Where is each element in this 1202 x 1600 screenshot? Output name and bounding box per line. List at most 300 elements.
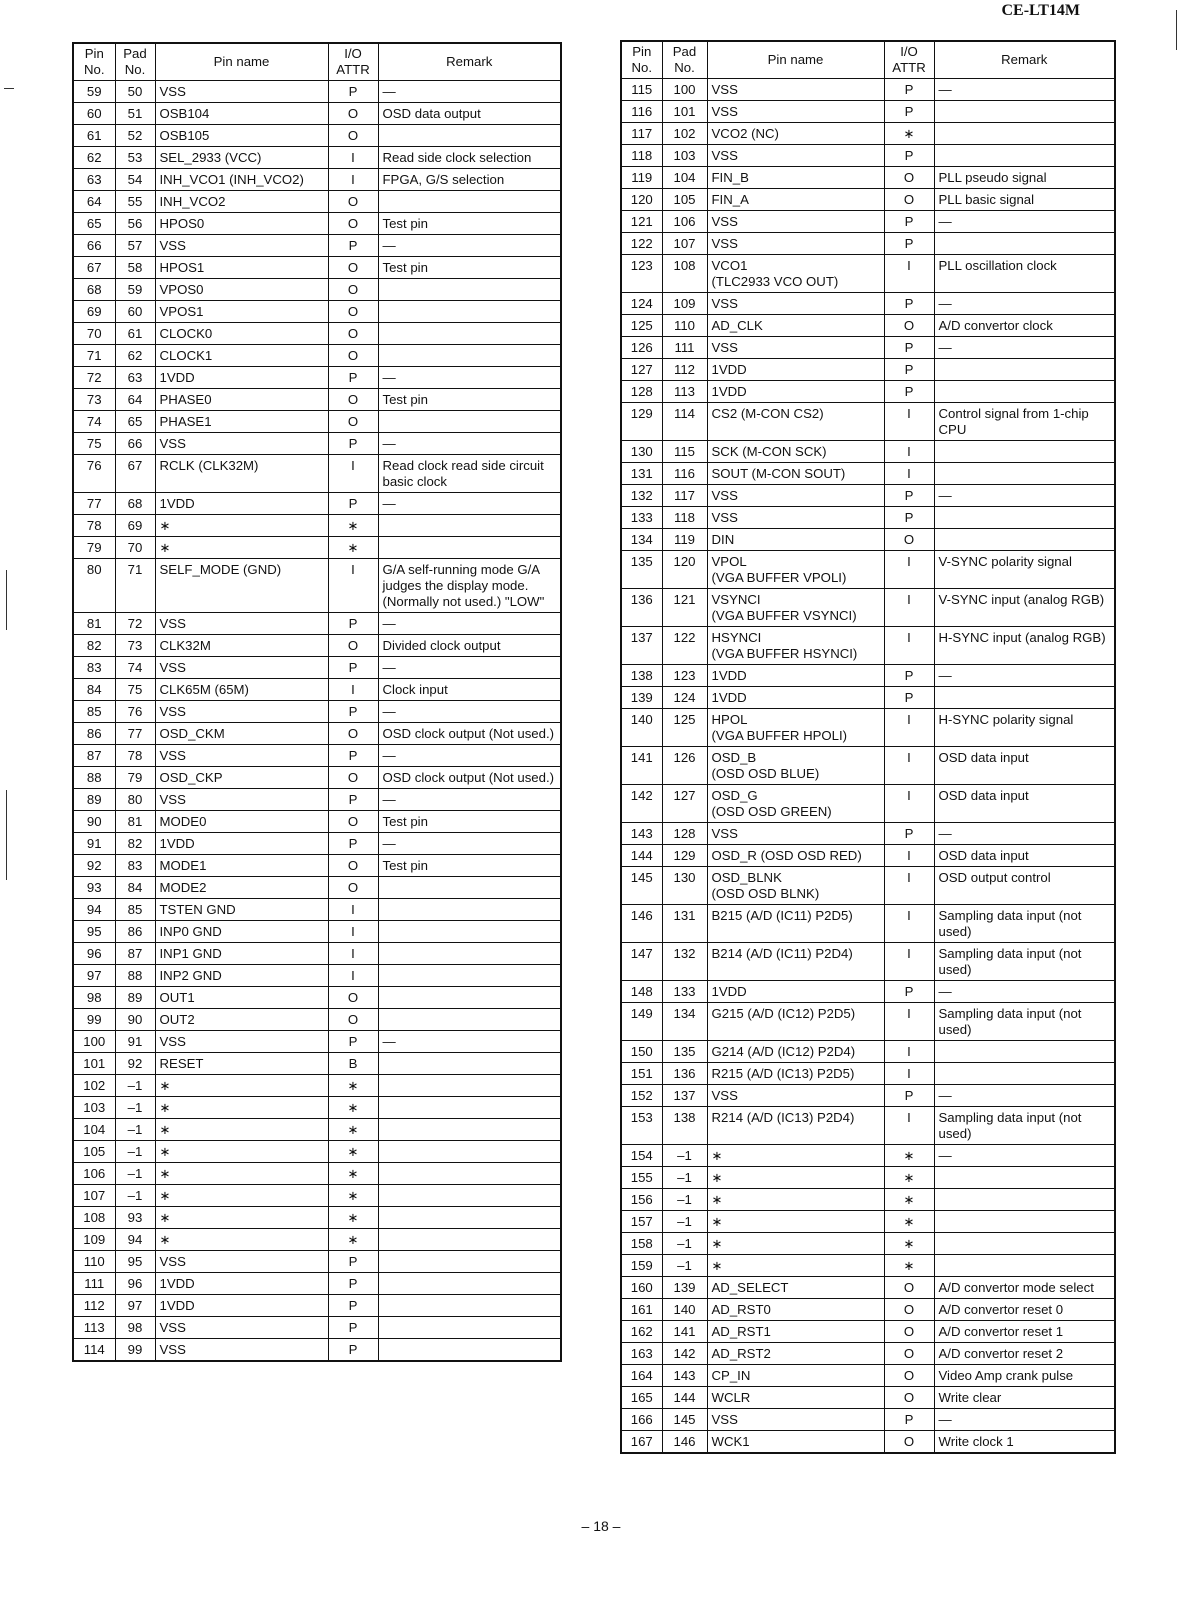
pin-no-cell: 140 (621, 709, 662, 747)
remark-cell: — (378, 789, 561, 811)
pin-name-cell: VSS (155, 1317, 328, 1339)
remark-cell: Read side clock selection (378, 147, 561, 169)
table-row (73, 1097, 561, 1119)
table-row (621, 359, 1115, 381)
pin-name-cell: VSS (155, 701, 328, 723)
io-attr-cell: P (884, 211, 934, 233)
remark-cell: OSD data input (934, 845, 1115, 867)
pad-no-cell: 145 (662, 1409, 707, 1431)
pad-no-cell: 56 (115, 213, 155, 235)
table-row (621, 337, 1115, 359)
table-row (73, 1295, 561, 1317)
table-row (621, 1211, 1115, 1233)
table-row (73, 433, 561, 455)
pin-name-cell: VSS (155, 1031, 328, 1053)
pin-name-cell: HSYNCI (VGA BUFFER HSYNCI) (707, 627, 884, 665)
io-attr-col-header: I/O ATTR (884, 41, 934, 79)
pin-no-cell: 139 (621, 687, 662, 709)
io-attr-cell: ∗ (328, 1097, 378, 1119)
pad-no-cell: –1 (662, 1145, 707, 1167)
table-row (621, 845, 1115, 867)
pin-name-cell: OUT2 (155, 1009, 328, 1031)
pin-no-cell: 133 (621, 507, 662, 529)
table-row (621, 211, 1115, 233)
pin-name-cell: VSS (707, 1409, 884, 1431)
table-row (621, 747, 1115, 785)
pin-no-cell: 163 (621, 1343, 662, 1365)
pad-no-cell: 72 (115, 613, 155, 635)
remark-cell (934, 101, 1115, 123)
table-row (621, 665, 1115, 687)
header-row (73, 43, 561, 81)
table-row (73, 389, 561, 411)
pin-name-cell: VPOS1 (155, 301, 328, 323)
remark-cell: Test pin (378, 213, 561, 235)
pin-no-cell: 107 (73, 1185, 115, 1207)
pin-no-cell: 135 (621, 551, 662, 589)
pin-name-cell: AD_SELECT (707, 1277, 884, 1299)
io-attr-cell: O (884, 1431, 934, 1454)
pad-no-cell: 119 (662, 529, 707, 551)
pin-no-cell: 138 (621, 665, 662, 687)
pin-name-cell: VSS (707, 79, 884, 101)
io-attr-cell: O (328, 301, 378, 323)
table-row (621, 709, 1115, 747)
remark-cell (378, 965, 561, 987)
pin-no-cell: 125 (621, 315, 662, 337)
pin-name-cell: CLOCK0 (155, 323, 328, 345)
table-row (621, 1431, 1115, 1454)
pad-no-cell: 115 (662, 441, 707, 463)
io-attr-cell: O (328, 323, 378, 345)
pin-no-cell: 147 (621, 943, 662, 981)
pin-no-cell: 131 (621, 463, 662, 485)
scan-mark (6, 790, 7, 880)
pin-name-cell: SELF_MODE (GND) (155, 559, 328, 613)
pin-name-cell: ∗ (707, 1167, 884, 1189)
table-row (73, 1031, 561, 1053)
table-row (73, 723, 561, 745)
remark-cell (378, 1097, 561, 1119)
io-attr-cell: I (884, 845, 934, 867)
io-attr-cell: ∗ (328, 537, 378, 559)
io-attr-cell: P (328, 1251, 378, 1273)
pin-name-cell: VCO2 (NC) (707, 123, 884, 145)
remark-cell (934, 1063, 1115, 1085)
pin-name-cell: HPOL (VGA BUFFER HPOLI) (707, 709, 884, 747)
pad-no-cell: 76 (115, 701, 155, 723)
pin-table-body (73, 81, 561, 1362)
pin-name-cell: ∗ (707, 1211, 884, 1233)
pad-no-cell: 139 (662, 1277, 707, 1299)
remark-cell (378, 191, 561, 213)
pad-no-cell: 109 (662, 293, 707, 315)
remark-cell: Write clock 1 (934, 1431, 1115, 1454)
pad-no-cell: 137 (662, 1085, 707, 1107)
table-row (73, 613, 561, 635)
pad-no-cell: 62 (115, 345, 155, 367)
remark-cell: Sampling data input (not used) (934, 1003, 1115, 1041)
pad-no-cell: –1 (115, 1185, 155, 1207)
pad-no-cell: 71 (115, 559, 155, 613)
pin-name-cell: VCO1 (TLC2933 VCO OUT) (707, 255, 884, 293)
remark-cell: PLL basic signal (934, 189, 1115, 211)
pin-no-cell: 162 (621, 1321, 662, 1343)
pad-no-cell: –1 (115, 1075, 155, 1097)
pin-name-cell: VSS (707, 101, 884, 123)
pad-no-cell: 102 (662, 123, 707, 145)
pin-name-cell: 1VDD (155, 367, 328, 389)
io-attr-cell: O (884, 1299, 934, 1321)
table-row (621, 1343, 1115, 1365)
pad-no-cell: 113 (662, 381, 707, 403)
scan-mark (1176, 10, 1177, 50)
io-attr-cell: ∗ (884, 1145, 934, 1167)
remark-cell: Clock input (378, 679, 561, 701)
remark-cell: Write clear (934, 1387, 1115, 1409)
table-row (621, 1409, 1115, 1431)
remark-cell: PLL oscillation clock (934, 255, 1115, 293)
pin-name-cell: CP_IN (707, 1365, 884, 1387)
io-attr-cell: I (328, 147, 378, 169)
io-attr-cell: P (328, 235, 378, 257)
table-row (73, 235, 561, 257)
pin-name-cell: OSD_CKM (155, 723, 328, 745)
table-row (621, 1321, 1115, 1343)
table-row (621, 441, 1115, 463)
table-row (73, 811, 561, 833)
pin-no-cell: 152 (621, 1085, 662, 1107)
pin-name-cell: R215 (A/D (IC13) P2D5) (707, 1063, 884, 1085)
pad-no-cell: –1 (115, 1097, 155, 1119)
pad-no-cell: 141 (662, 1321, 707, 1343)
pad-no-cell: 79 (115, 767, 155, 789)
io-attr-cell: ∗ (884, 1255, 934, 1277)
pad-no-cell: 103 (662, 145, 707, 167)
io-attr-cell: P (328, 1317, 378, 1339)
io-attr-cell: P (884, 381, 934, 403)
io-attr-cell: O (884, 189, 934, 211)
remark-cell (934, 1167, 1115, 1189)
pad-no-cell: 124 (662, 687, 707, 709)
remark-cell (934, 123, 1115, 145)
pin-name-cell: 1VDD (155, 1273, 328, 1295)
pad-no-cell: 97 (115, 1295, 155, 1317)
pin-no-cell: 154 (621, 1145, 662, 1167)
pin-no-cell: 63 (73, 169, 115, 191)
pin-table-left (72, 42, 562, 1362)
io-attr-cell: I (884, 255, 934, 293)
pad-no-cell: 101 (662, 101, 707, 123)
pad-no-cell: 73 (115, 635, 155, 657)
pin-no-cell: 77 (73, 493, 115, 515)
io-attr-cell: I (884, 709, 934, 747)
pin-no-cell: 121 (621, 211, 662, 233)
pad-no-cell: –1 (115, 1141, 155, 1163)
pin-name-cell: AD_CLK (707, 315, 884, 337)
remark-cell: — (934, 1085, 1115, 1107)
io-attr-cell: I (884, 1003, 934, 1041)
pad-no-cell: 117 (662, 485, 707, 507)
pad-no-cell: 88 (115, 965, 155, 987)
remark-cell: — (934, 293, 1115, 315)
pin-name-cell: VSS (707, 1085, 884, 1107)
pin-name-cell: VSS (155, 745, 328, 767)
pin-no-cell: 85 (73, 701, 115, 723)
pad-no-cell: 53 (115, 147, 155, 169)
io-attr-cell: P (884, 823, 934, 845)
io-attr-cell: O (328, 1009, 378, 1031)
remark-cell: FPGA, G/S selection (378, 169, 561, 191)
pin-name-cell: G214 (A/D (IC12) P2D4) (707, 1041, 884, 1063)
pad-no-cell: 138 (662, 1107, 707, 1145)
table-row (621, 315, 1115, 337)
table-row (73, 301, 561, 323)
pin-name-cell: HPOS1 (155, 257, 328, 279)
pad-no-cell: 114 (662, 403, 707, 441)
table-row (621, 823, 1115, 845)
pin-no-cell: 83 (73, 657, 115, 679)
pin-no-cell: 119 (621, 167, 662, 189)
pin-no-cell: 158 (621, 1233, 662, 1255)
table-row (621, 403, 1115, 441)
pad-no-cell: 134 (662, 1003, 707, 1041)
pin-no-cell: 61 (73, 125, 115, 147)
pad-no-cell: 146 (662, 1431, 707, 1454)
table-row (621, 1167, 1115, 1189)
pin-no-cell: 93 (73, 877, 115, 899)
io-attr-cell: ∗ (328, 1163, 378, 1185)
pin-no-cell: 143 (621, 823, 662, 845)
remark-cell (378, 1273, 561, 1295)
table-row (621, 1233, 1115, 1255)
pin-name-cell: VSS (707, 233, 884, 255)
pin-name-cell: 1VDD (155, 493, 328, 515)
pad-no-cell: 55 (115, 191, 155, 213)
table-row (73, 1053, 561, 1075)
remark-cell: Test pin (378, 257, 561, 279)
pin-no-cell: 99 (73, 1009, 115, 1031)
pad-no-cell: –1 (662, 1167, 707, 1189)
pin-no-cell: 142 (621, 785, 662, 823)
io-attr-cell: O (328, 987, 378, 1009)
table-row (73, 257, 561, 279)
pad-no-cell: 106 (662, 211, 707, 233)
pad-no-cell: 142 (662, 1343, 707, 1365)
remark-col-header: Remark (378, 43, 561, 81)
table-row (621, 255, 1115, 293)
table-row (621, 1107, 1115, 1145)
io-attr-cell: ∗ (328, 515, 378, 537)
pin-name-cell: R214 (A/D (IC13) P2D4) (707, 1107, 884, 1145)
pin-name-cell: DIN (707, 529, 884, 551)
remark-cell: Sampling data input (not used) (934, 905, 1115, 943)
table-row (73, 789, 561, 811)
remark-cell: — (378, 613, 561, 635)
pad-no-cell: 51 (115, 103, 155, 125)
pad-no-cell: 127 (662, 785, 707, 823)
scan-mark (6, 570, 7, 630)
pin-no-cell: 145 (621, 867, 662, 905)
pad-no-cell: 64 (115, 389, 155, 411)
pin-no-cell: 153 (621, 1107, 662, 1145)
pin-no-cell: 89 (73, 789, 115, 811)
pin-no-cell: 148 (621, 981, 662, 1003)
pad-no-cell: 57 (115, 235, 155, 257)
pad-no-cell: –1 (115, 1163, 155, 1185)
pin-no-cell: 114 (73, 1339, 115, 1362)
pin-table-header (73, 43, 561, 81)
pin-name-cell: VSS (707, 507, 884, 529)
table-row (621, 1145, 1115, 1167)
pad-no-cell: 132 (662, 943, 707, 981)
pin-name-cell: OSD_R (OSD OSD RED) (707, 845, 884, 867)
io-attr-cell: P (328, 367, 378, 389)
table-row (621, 101, 1115, 123)
remark-cell: — (378, 833, 561, 855)
table-row (73, 455, 561, 493)
remark-cell: Divided clock output (378, 635, 561, 657)
table-row (621, 687, 1115, 709)
remark-cell (378, 1009, 561, 1031)
table-row (73, 1251, 561, 1273)
io-attr-cell: O (328, 811, 378, 833)
table-row (621, 1085, 1115, 1107)
pin-no-cell: 149 (621, 1003, 662, 1041)
table-row (621, 381, 1115, 403)
io-attr-cell: P (884, 665, 934, 687)
io-attr-cell: O (884, 315, 934, 337)
io-attr-cell: O (328, 103, 378, 125)
pin-table-right (620, 40, 1116, 1454)
pin-name-cell: 1VDD (155, 1295, 328, 1317)
io-attr-col-header: I/O ATTR (328, 43, 378, 81)
io-attr-cell: I (884, 867, 934, 905)
pin-no-cell: 155 (621, 1167, 662, 1189)
pin-no-cell: 123 (621, 255, 662, 293)
table-row (73, 1185, 561, 1207)
pin-name-cell: SEL_2933 (VCC) (155, 147, 328, 169)
pin-name-cell: PHASE1 (155, 411, 328, 433)
table-row (621, 1189, 1115, 1211)
pin-no-cell: 101 (73, 1053, 115, 1075)
pad-no-cell: 107 (662, 233, 707, 255)
table-row (73, 635, 561, 657)
io-attr-cell: P (328, 81, 378, 103)
remark-cell (378, 921, 561, 943)
io-attr-cell: P (328, 433, 378, 455)
pin-name-cell: VSS (707, 211, 884, 233)
pad-no-cell: 131 (662, 905, 707, 943)
remark-cell: OSD data input (934, 747, 1115, 785)
pin-name-cell: ∗ (707, 1145, 884, 1167)
remark-cell: — (378, 745, 561, 767)
pin-no-cell: 88 (73, 767, 115, 789)
io-attr-cell: ∗ (884, 123, 934, 145)
pin-no-cell: 65 (73, 213, 115, 235)
remark-cell: — (934, 337, 1115, 359)
pad-no-cell: 69 (115, 515, 155, 537)
table-row (73, 987, 561, 1009)
pin-name-cell: ∗ (155, 1163, 328, 1185)
pad-no-cell: 66 (115, 433, 155, 455)
remark-cell: — (378, 1031, 561, 1053)
io-attr-cell: P (884, 233, 934, 255)
io-attr-cell: O (884, 167, 934, 189)
io-attr-cell: P (884, 337, 934, 359)
remark-cell (378, 1229, 561, 1251)
pad-no-cell: 128 (662, 823, 707, 845)
io-attr-cell: O (328, 855, 378, 877)
remark-cell (378, 1251, 561, 1273)
table-row (621, 943, 1115, 981)
pin-name-cell: VPOS0 (155, 279, 328, 301)
pad-no-cell: 75 (115, 679, 155, 701)
remark-cell (378, 323, 561, 345)
pin-no-cell: 82 (73, 635, 115, 657)
pin-no-cell: 137 (621, 627, 662, 665)
table-row (621, 785, 1115, 823)
io-attr-cell: P (884, 101, 934, 123)
io-attr-cell: P (884, 79, 934, 101)
pad-no-cell: 63 (115, 367, 155, 389)
io-attr-cell: O (328, 345, 378, 367)
pad-no-cell: 70 (115, 537, 155, 559)
pad-no-cell: 123 (662, 665, 707, 687)
io-attr-cell: ∗ (884, 1211, 934, 1233)
pad-no-cell: 81 (115, 811, 155, 833)
table-row (73, 515, 561, 537)
remark-cell: — (934, 485, 1115, 507)
pad-no-cell: 77 (115, 723, 155, 745)
table-row (73, 103, 561, 125)
table-row (621, 1365, 1115, 1387)
pin-no-cell: 150 (621, 1041, 662, 1063)
remark-cell (934, 507, 1115, 529)
pin-table-body (621, 79, 1115, 1454)
pin-name-cell: OSD_CKP (155, 767, 328, 789)
remark-cell: PLL pseudo signal (934, 167, 1115, 189)
pin-no-cell: 102 (73, 1075, 115, 1097)
table-row (621, 1041, 1115, 1063)
table-row (73, 833, 561, 855)
pin-no-cell: 157 (621, 1211, 662, 1233)
io-attr-cell: P (884, 981, 934, 1003)
pin-no-cell: 70 (73, 323, 115, 345)
remark-cell (378, 1185, 561, 1207)
pin-no-cell: 97 (73, 965, 115, 987)
pad-no-cell: 67 (115, 455, 155, 493)
io-attr-cell: O (884, 1277, 934, 1299)
pin-no-cell: 120 (621, 189, 662, 211)
remark-cell: — (378, 235, 561, 257)
pin-name-cell: OSB104 (155, 103, 328, 125)
pin-name-col-header: Pin name (155, 43, 328, 81)
pin-name-cell: 1VDD (155, 833, 328, 855)
remark-cell: Test pin (378, 811, 561, 833)
io-attr-cell: I (884, 905, 934, 943)
pad-no-cell: –1 (662, 1189, 707, 1211)
pin-no-cell: 108 (73, 1207, 115, 1229)
pad-no-col-header: Pad No. (662, 41, 707, 79)
pad-no-cell: 90 (115, 1009, 155, 1031)
pad-no-cell: 92 (115, 1053, 155, 1075)
pin-no-cell: 74 (73, 411, 115, 433)
pin-name-cell: VSS (155, 613, 328, 635)
table-row (73, 679, 561, 701)
pin-no-cell: 60 (73, 103, 115, 125)
pin-name-cell: CLOCK1 (155, 345, 328, 367)
